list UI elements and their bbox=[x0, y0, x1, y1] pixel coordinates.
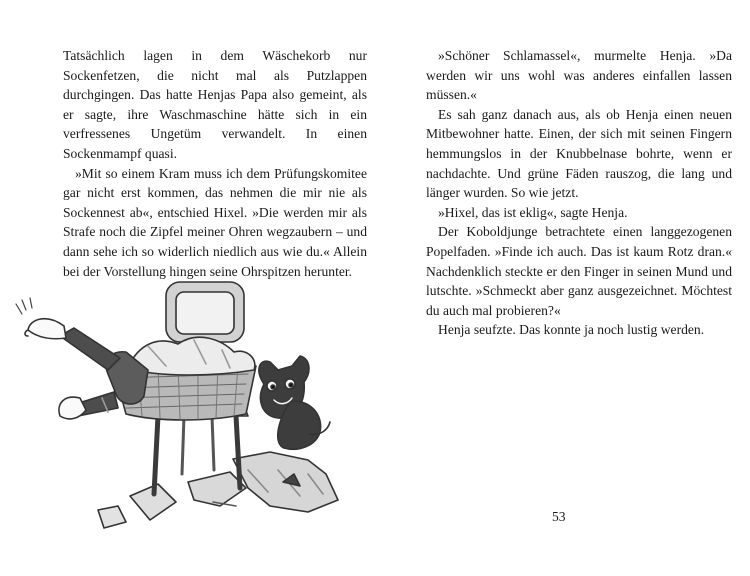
paragraph: Der Koboldjunge betrachtete einen langgezogenen Popelfaden. »Finde ich auch. Das ist kaum Rotz dran.« Nachdenklich steckte er den Finger in seinen Mund und lutschte. »Schmeckt aber ganz ausgezeichnet. Möchtest du auch mal probieren?« bbox=[426, 224, 732, 318]
paragraph: Es sah ganz danach aus, als ob Henja einen neuen Mitbewohner hatte. Einen, der sich mit seinen Fingern hemmungslos in der Knubbelnase bohrte, wenn er nachdachte. Und grüne Fäden rauszog, die lang und länger wurden. So wie jetzt. bbox=[426, 106, 732, 201]
page-number: 53 bbox=[552, 509, 566, 524]
paragraph: »Mit so einem Kram muss ich dem Prüfungskomitee gar nicht erst kommen, das nehmen die mir nie als Sockennest ab«, entschied Hixel. »Die werden mir als Strafe noch die Zipfel meiner Ohren wegzaubern – und dann sehe ich so widerlich niedlich aus wie du.« Allein bei der Vorstellung hingen seine Ohrspitzen herunter. bbox=[63, 165, 367, 279]
paragraph: »Schöner Schlamassel«, murmelte Henja. »Da werden wir uns wohl was anderes einfallen lassen müssen.« bbox=[426, 48, 732, 103]
paragraph: »Hixel, das ist eklig«, sagte Henja. bbox=[438, 204, 628, 220]
right-page-text bbox=[426, 46, 732, 340]
left-page-text bbox=[63, 46, 367, 281]
illustration-kobold-in-laundry-basket bbox=[8, 274, 358, 574]
paragraph: Henja seufzte. Das konnte ja noch lustig werden. bbox=[438, 322, 705, 338]
paragraph: Tatsächlich lagen in dem Wäschekorb nur Sockenfetzen, die nicht mal als Putzlappen durchgingen. Das hatte Henjas Papa also gemeint, als er sagte, ihre Waschmaschine hätte sich in ein verfressenes Ungetüm verwandelt. In einen Sockenmampf quasi. bbox=[63, 48, 367, 161]
